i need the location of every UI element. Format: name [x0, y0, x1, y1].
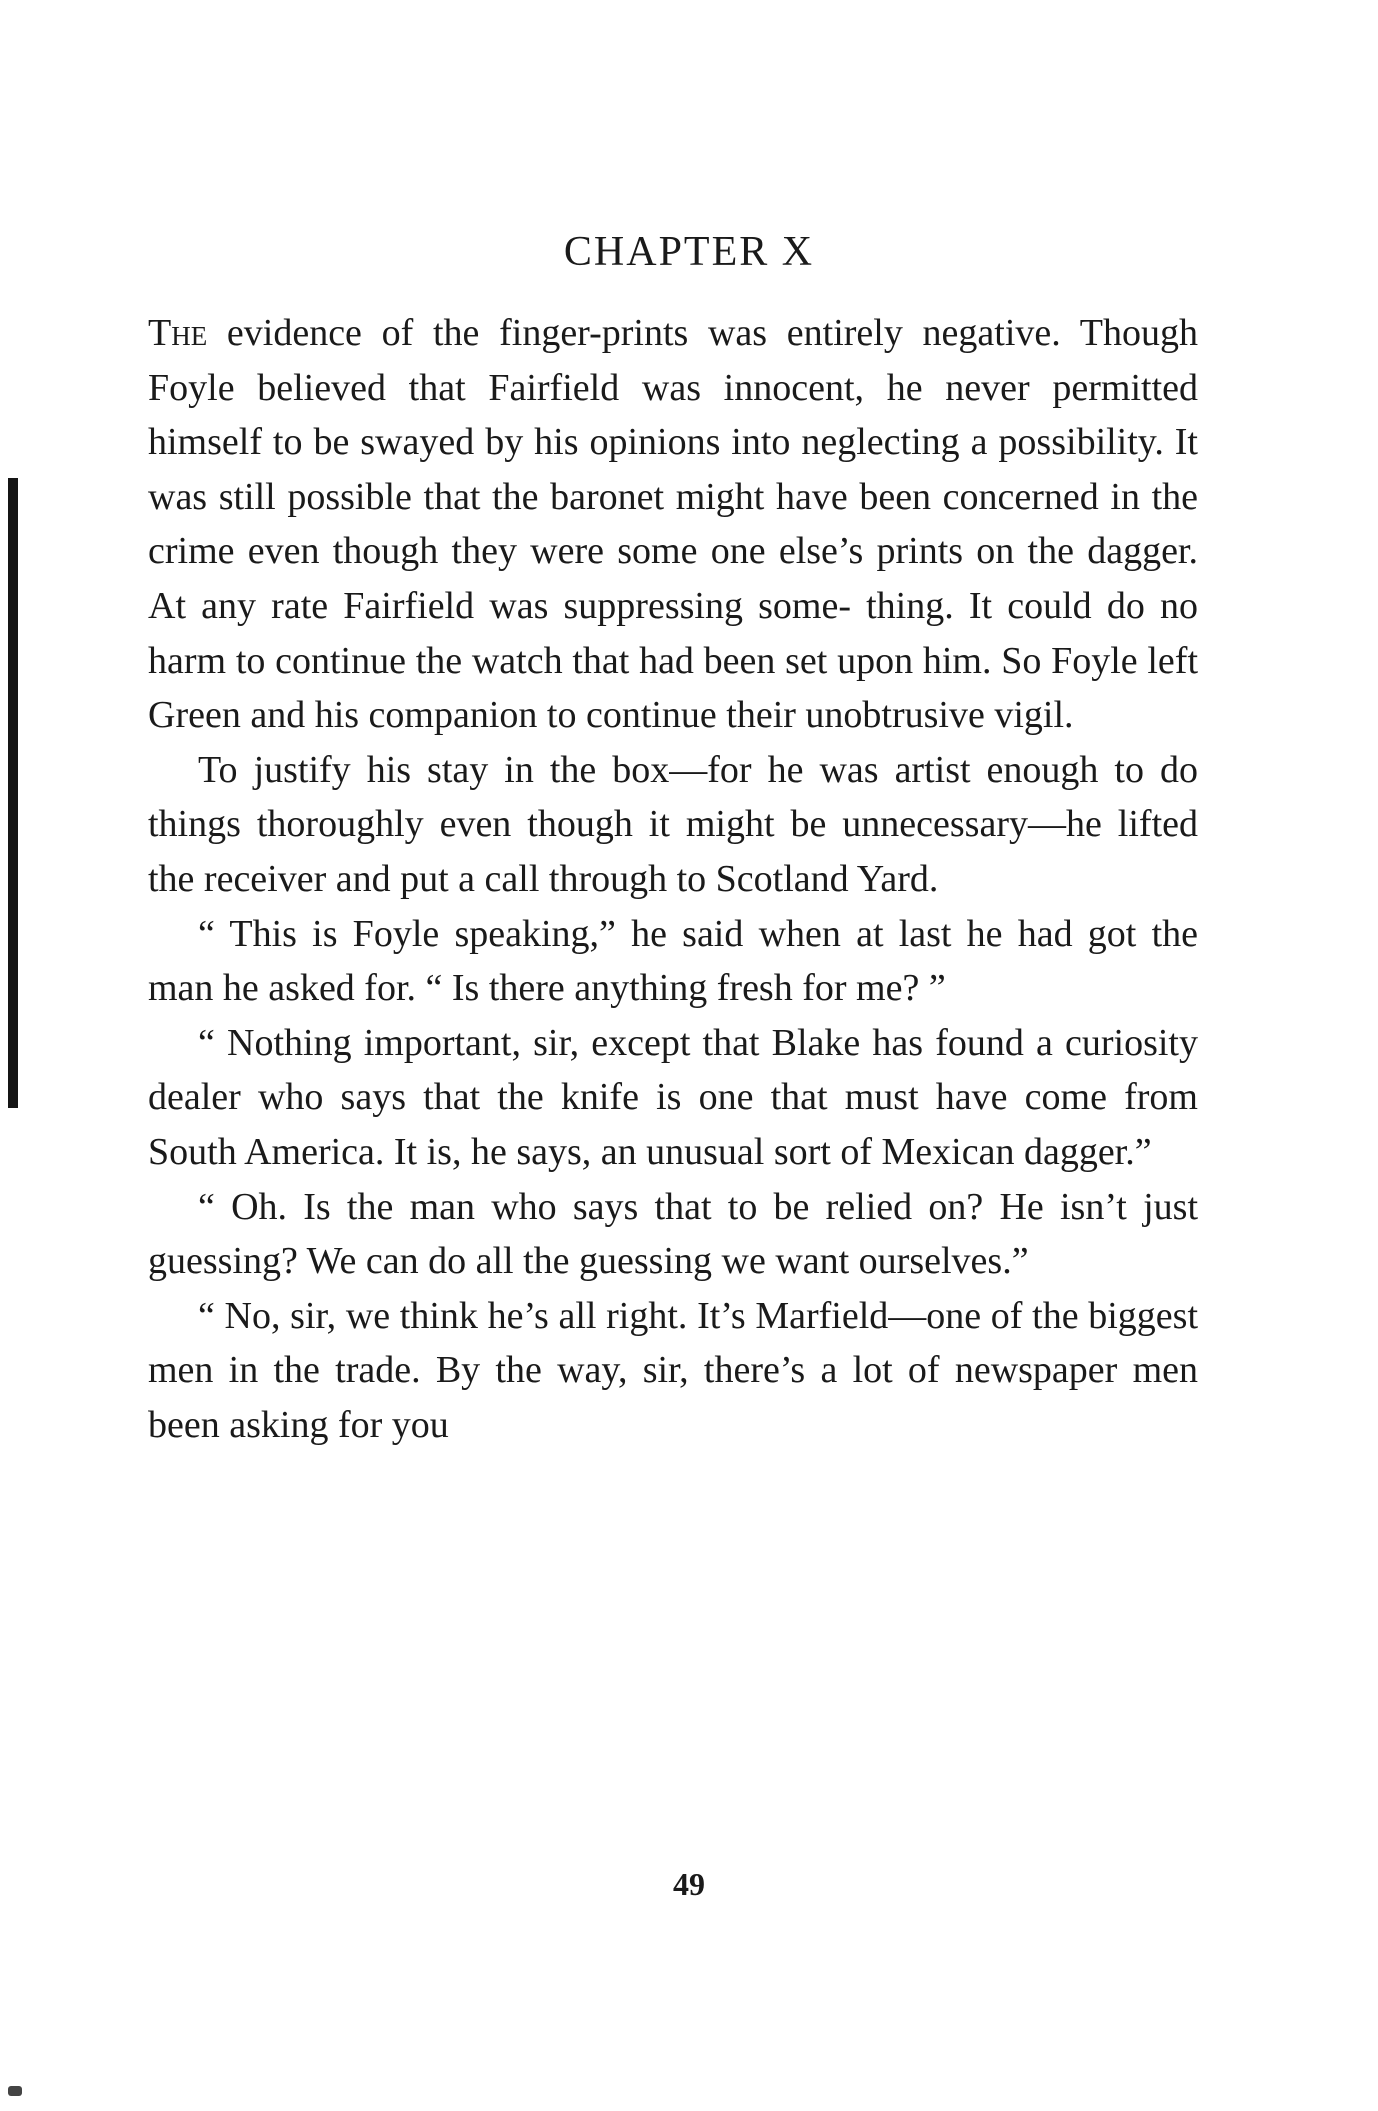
paragraph-lead-word: The: [148, 312, 208, 354]
paragraph-2: To justify his stay in the box—for he was artist enough to do things thoroughly even though it might be unnecessary—he lifted the receiver and put a call through to Scotland Yard.: [148, 748, 1198, 900]
page-number: 49: [673, 1866, 705, 1902]
binding-edge-mark: [8, 478, 18, 1108]
paragraph-3: “ This is Foyle speaking,” he said when at last he had got the man he asked for. “ Is there anything fresh for me? ”: [148, 912, 1198, 1010]
scan-artifact: [8, 2086, 22, 2096]
body-text: [148, 306, 1198, 1452]
paragraph-text: evidence of the finger-prints was entirely negative. Though Foyle believed that Fairfield was innocent, he never permitted himself to be swayed by his opinions into neglecting a possibility. It was still possible that the baronet might have been concerned in the crime even though they were some one else’s prints on the dagger. At any rate Fairfield was suppressing some- thing. It could do no harm to continue the watch that had been set upon him. So Foyle left Green and his companion to continue their unobtrusive vigil.: [148, 312, 1198, 737]
paragraph-5: “ Oh. Is the man who says that to be relied on? He isn’t just guessing? We can do all the guessing we want ourselves.”: [148, 1185, 1198, 1283]
paragraph-4: “ Nothing important, sir, except that Blake has found a curiosity dealer who says that the knife is one that must have come from South America. It is, he says, an unusual sort of Mexican dagger.”: [148, 1021, 1198, 1173]
chapter-heading: CHAPTER X: [563, 229, 815, 275]
paragraph-1: [148, 306, 1198, 743]
paragraph-6: “ No, sir, we think he’s all right. It’s Marfield—one of the biggest men in the trade. By the way, sir, there’s a lot of newspaper men been asking for you: [148, 1294, 1198, 1446]
